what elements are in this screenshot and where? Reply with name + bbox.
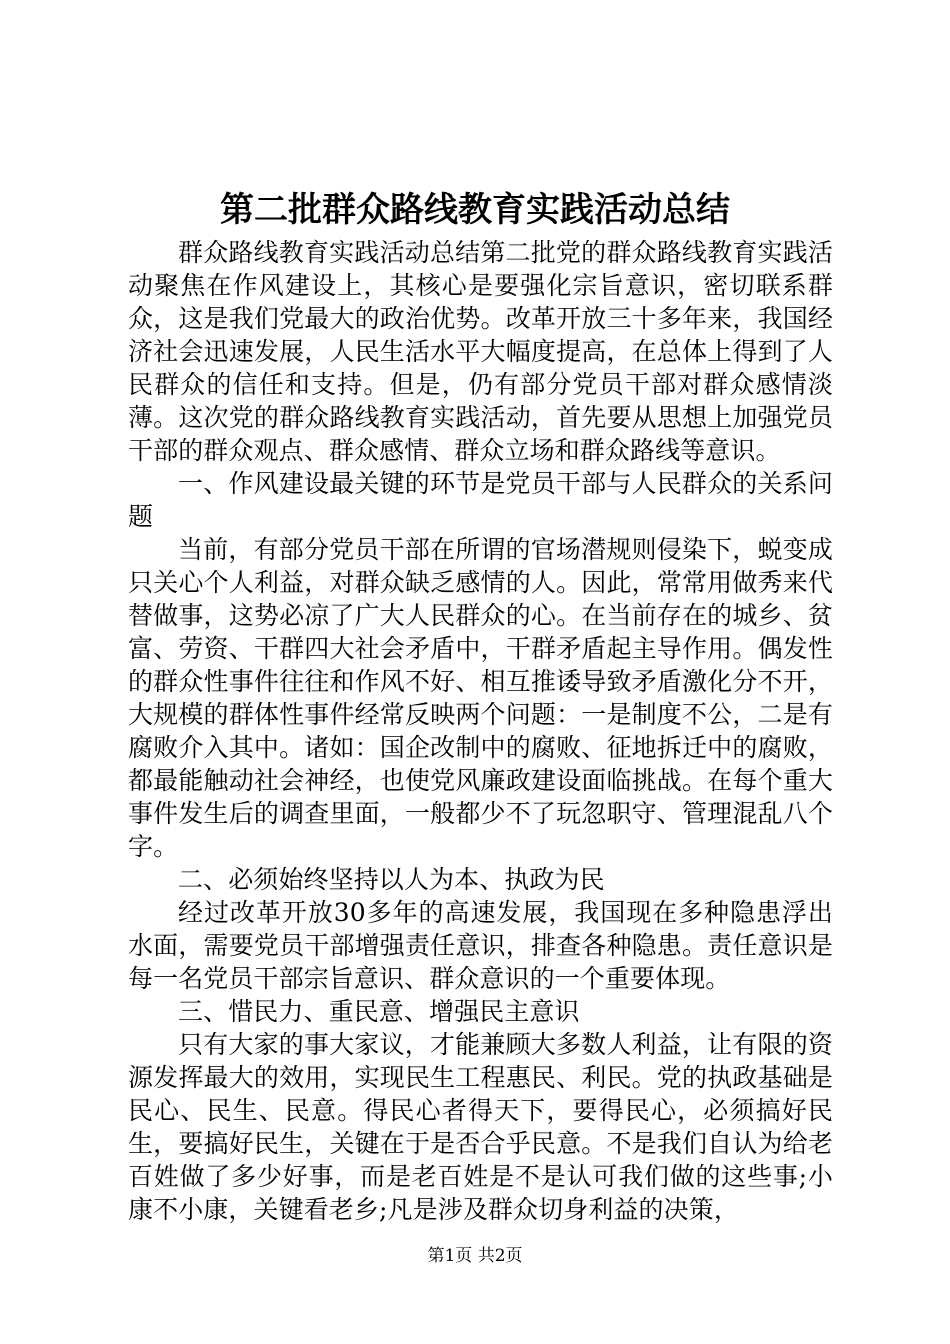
section-heading: 一、作风建设最关键的环节是党员干部与人民群众的关系问题 bbox=[128, 469, 833, 531]
section-heading: 三、惜民力、重民意、增强民主意识 bbox=[178, 997, 580, 1026]
body-paragraph: 当前，有部分党员干部在所谓的官场潜规则侵染下，蜕变成只关心个人利益，对群众缺乏感情的人。因此，常常用做秀来代替做事，这势必凉了广大人民群众的心。在当前存在的城乡、贫富、劳资、干群四大社会矛盾中，干群矛盾起主导作用。偶发性的群众性事件往往和作风不好、相互推诿导致矛盾激化分不开，大规模的群体性事件经常反映两个问题：一是制度不公，二是有腐败介入其中。诸如：国企改制中的腐败、征地拆迁中的腐败，都最能触动社会神经，也使党风廉政建设面临挑战。在每个重大事件发生后的调查里面，一般都少不了玩忽职守、管理混乱八个字。 bbox=[128, 535, 833, 861]
page-number-footer: 第1页 共2页 bbox=[427, 1246, 523, 1266]
document-body bbox=[128, 236, 833, 1226]
section-heading: 二、必须始终坚持以人为本、执政为民 bbox=[178, 865, 605, 894]
body-paragraph: 群众路线教育实践活动总结第二批党的群众路线教育实践活动聚焦在作风建设上，其核心是要强化宗旨意识，密切联系群众，这是我们党最大的政治优势。改革开放三十多年来，我国经济社会迅速发展，人民生活水平大幅度提高，在总体上得到了人民群众的信任和支持。但是，仍有部分党员干部对群众感情淡薄。这次党的群众路线教育实践活动，首先要从思想上加强党员干部的群众观点、群众感情、群众立场和群众路线等意识。 bbox=[128, 238, 833, 465]
body-paragraph: 只有大家的事大家议，才能兼顾大多数人利益，让有限的资源发挥最大的效用，实现民生工程惠民、利民。党的执政基础是民心、民生、民意。得民心者得天下，要得民心，必须搞好民生，要搞好民生，关键在于是否合乎民意。不是我们自认为给老百姓做了多少好事，而是老百姓是不是认可我们做的这些事;小康不小康，关键看老乡;凡是涉及群众切身利益的决策， bbox=[128, 1030, 833, 1224]
body-paragraph: 经过改革开放30多年的高速发展，我国现在多种隐患浮出水面，需要党员干部增强责任意识，排查各种隐患。责任意识是每一名党员干部宗旨意识、群众意识的一个重要体现。 bbox=[128, 898, 833, 993]
document-title: 第二批群众路线教育实践活动总结 bbox=[220, 190, 730, 230]
